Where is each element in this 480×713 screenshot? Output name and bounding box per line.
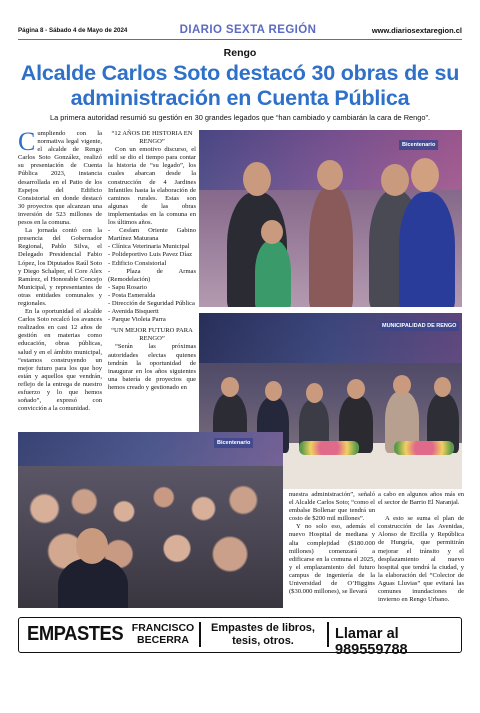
ad-divider bbox=[327, 622, 329, 647]
photo-logo: Bicentenario bbox=[399, 140, 438, 150]
article-kicker: Rengo bbox=[223, 47, 257, 59]
photo-family-with-mayor bbox=[199, 130, 462, 307]
photo-logo: MUNICIPALIDAD DE RENGO bbox=[379, 321, 459, 331]
list-item: - Clínica Veterinaria Municipal bbox=[108, 243, 190, 251]
header-rule bbox=[18, 39, 462, 40]
page-date: Página 8 - Sábado 4 de Mayo de 2024 bbox=[18, 27, 128, 34]
page-header bbox=[18, 24, 462, 42]
paragraph: “Serán las próximas autoridades electas quienes tendrán la oportunidad de inaugurar en los años siguientes una batería de proyectos que hemos creado y gestionado en bbox=[108, 343, 196, 391]
text-column-2 bbox=[108, 130, 196, 392]
advertisement-banner[interactable] bbox=[18, 617, 462, 658]
article-headline: Alcalde Carlos Soto destacó 30 obras de su administración en Cuenta Pública bbox=[20, 61, 460, 110]
website-link[interactable]: www.diariosextaregion.cl bbox=[371, 26, 462, 35]
paragraph: nuestra administración”, señaló el Alcalde Carlos Soto; “como el embalse Bollenar que tendrá un costo de $200 mil millones”. bbox=[289, 491, 375, 523]
paragraph: umpliendo con la normativa legal vigente, el alcalde de Rengo Carlos Soto González, realizó su presentación de Cuenta Pública 2023, instancia desarrollada en el Patio de los Espejos del Edificio Consistorial en donde destacó 30 proyectos que alcanzan una inversión de 523 millones de pesos en la comuna. bbox=[18, 130, 102, 227]
text-column-1 bbox=[18, 127, 102, 413]
paragraph: Con un emotivo discurso, el edil se dio el tiempo para contar la historia de “su legado”, los cuales abarcan desde la construcción de 4 Jardines Infantiles hasta la elaboración de caminos rurales. Estas son algunas de las obras implementadas en la comuna en los últimos años. bbox=[108, 146, 196, 227]
paragraph: Y no solo eso, además el nuevo Hospital de mediana y alta complejidad ($180.000 millones) comenzará a edificarse en la comuna el 2025, y el emplazamiento del futuro campus de ingeniería de la Universidad de O’Higgins ($30.000 millones), se llevará bbox=[289, 523, 375, 596]
list-item: - Posta Esmeralda bbox=[108, 291, 156, 299]
paragraph: A esto se suma el plan de construcción de las Avenidas, Alonso de Ercilla y República de Hungría, que permitirán mejorar el tránsito y el desplazamiento al nuevo hospital que tendrá la ciudad, y la elaboración del “Colector de Aguas Lluvias” que evitará las comunes inundaciones de invierno en Rengo Urbano. bbox=[378, 515, 464, 604]
list-item: - Dirección de Seguridad Pública bbox=[108, 299, 195, 307]
section-heading: “12 AÑOS DE HISTORIA EN RENGO” bbox=[111, 130, 193, 146]
section-heading: “UN MEJOR FUTURO PARA RENGO” bbox=[111, 327, 193, 343]
drop-cap: C bbox=[18, 127, 36, 156]
list-item: - Edificio Consistorial bbox=[108, 259, 167, 267]
ad-brand: EMPASTES bbox=[27, 623, 124, 645]
photo-logo: Bicentenario bbox=[214, 438, 253, 448]
ad-divider bbox=[199, 622, 201, 647]
masthead: DIARIO SEXTA REGIÓN bbox=[179, 24, 317, 36]
list-item: - Cesfam Oriente Gabino Martínez Maturana bbox=[108, 227, 196, 243]
article-subtitle: La primera autoridad resumió su gestión en 30 grandes legados que “han cambiado y cambiarán la cara de Rengo”. bbox=[49, 113, 431, 122]
paragraph: En la oportunidad el alcalde Carlos Soto recalcó los avances realizados en casi 12 años de gestión en materias como educación, obras públicas, salud y en el ámbito municipal, “estamos construyendo un mejor futuro para los que hoy están y aquellos que vendrán, reflejo de la entrega de nuestro esfuerzo y lo que hemos soñado”, expresó con convicción a la comunidad. bbox=[18, 308, 102, 413]
text-column-3 bbox=[289, 491, 375, 596]
photo-audience bbox=[18, 432, 283, 608]
ad-phone[interactable]: Llamar al 989559788 bbox=[335, 626, 408, 658]
list-item: - Plaza de Armas (Remodelación) bbox=[108, 267, 196, 283]
list-item: - Polideportivo Luis Pavez Díaz bbox=[108, 251, 193, 259]
list-item: - Avenida Bisquertt bbox=[108, 308, 159, 316]
text-column-4 bbox=[378, 491, 464, 604]
list-item: - Sapu Rosario bbox=[108, 283, 147, 291]
ad-owner: FRANCISCO BECERRA bbox=[131, 622, 195, 646]
list-item: - Parque Violeta Parra bbox=[108, 316, 166, 324]
ad-service: Empastes de libros, tesis, otros. bbox=[211, 622, 315, 647]
paragraph: La jornada contó con la presencia del Gobernador Regional, Pablo Silva, el Delegado Presidencial Fabio López, los Diputados Raúl Soto y Diego Schalper, el Core Alex Ramírez, el Honorable Concejo Municipal, y representantes de otras entidades comunales y regionales. bbox=[18, 227, 102, 307]
paragraph: a cabo en algunos años más en el sector de Barrio El Naranjal. bbox=[378, 491, 464, 507]
